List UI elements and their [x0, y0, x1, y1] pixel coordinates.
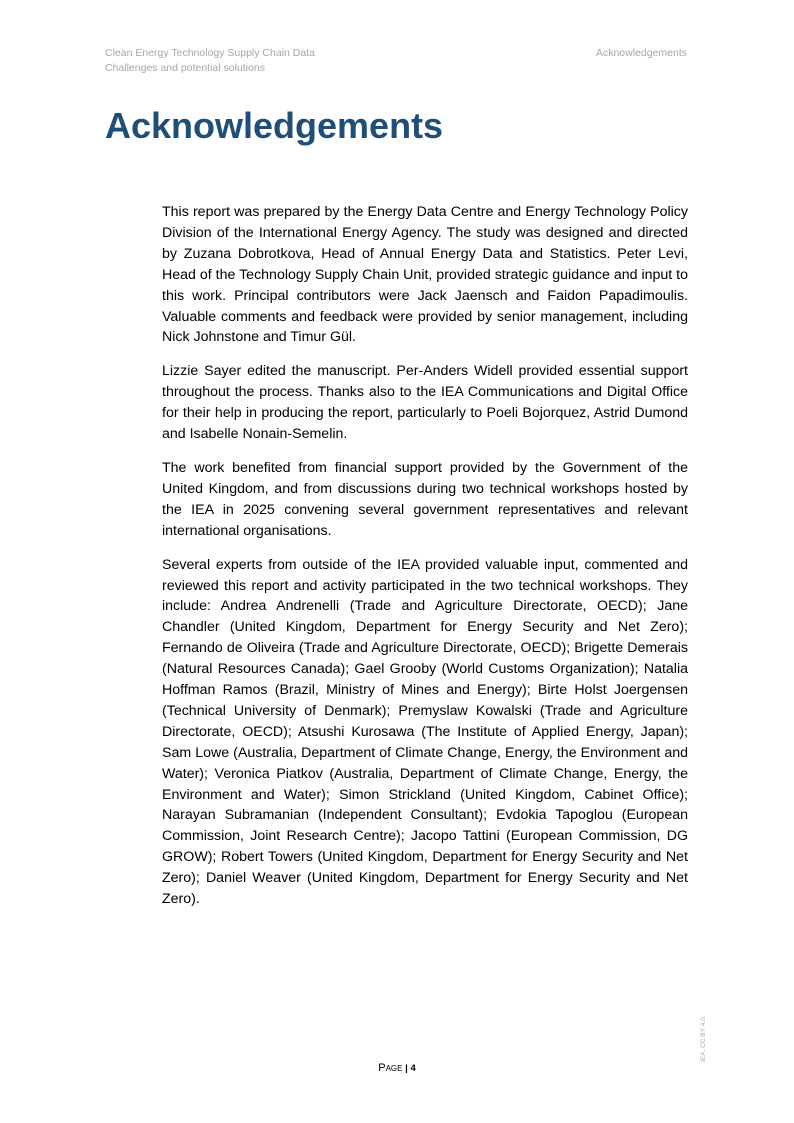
license-notice: IEA. CC BY 4.0. — [700, 1015, 707, 1062]
report-subtitle: Challenges and potential solutions — [105, 62, 265, 74]
section-header: Acknowledgements — [595, 47, 687, 59]
page-footer — [0, 1062, 794, 1074]
report-title: Clean Energy Technology Supply Chain Data — [105, 47, 315, 59]
page-label: Page — [378, 1062, 403, 1074]
acknowledgements-body — [162, 202, 688, 923]
paragraph: Lizzie Sayer edited the manuscript. Per-Anders Widell provided essential support throughout the process. Thanks also to the IEA Communications and Digital Office for their help in producing the report, particularly to Poeli Bojorquez, Astrid Dumond and Isabelle Nonain-Semelin. — [162, 363, 688, 443]
page-title: Acknowledgements — [105, 105, 444, 146]
page-number: 4 — [410, 1063, 416, 1074]
page-separator: | — [405, 1063, 408, 1074]
paragraph: This report was prepared by the Energy Data Centre and Energy Technology Policy Division of the International Energy Agency. The study was designed and directed by Zuzana Dobrotkova, Head of Annual Energy Data and Statistics. Peter Levi, Head of the Technology Supply Chain Unit, provided strategic guidance and input to this work. Principal contributors were Jack Jaensch and Faidon Papadimoulis. Valuable comments and feedback were provided by senior management, including Nick Johnstone and Timur Gül. — [162, 204, 688, 346]
paragraph: The work benefited from financial support provided by the Government of the United Kingdom, and from discussions during two technical workshops hosted by the IEA in 2025 convening several government representatives and relevant international organisations. — [162, 459, 688, 539]
running-header — [105, 46, 315, 76]
paragraph: Several experts from outside of the IEA provided valuable input, commented and reviewed this report and activity participated in the two technical workshops. They include: Andrea Andrenelli (Trade and Agriculture Directorate, OECD); Jane Chandler (United Kingdom, Department for Energy Security and Net Zero); Fernando de Oliveira (Trade and Agriculture Directorate, OECD); Brigette Demerais (Natural Resources Canada); Gael Grooby (World Customs Organization); Natalia Hoffman Ramos (Brazil, Ministry of Mines and Energy); Birte Holst Joergensen (Technical University of Denmark); Premyslaw Kowalski (Trade and Agriculture Directorate, OECD); Atsushi Kurosawa (The Institute of Applied Energy, Japan); Sam Lowe (Australia, Department of Climate Change, Energy, the Environment and Water); Veronica Piatkov (Australia, Department of Climate Change, Energy, the Environment and Water); Simon Strickland (United Kingdom, Cabinet Office); Narayan Subramanian (Independent Consultant); Evdokia Tapoglou (European Commission, Joint Research Centre); Jacopo Tattini (European Commission, DG GROW); Robert Towers (United Kingdom, Department for Energy Security and Net Zero); Daniel Weaver (United Kingdom, Department for Energy Security and Net Zero). — [162, 556, 688, 908]
